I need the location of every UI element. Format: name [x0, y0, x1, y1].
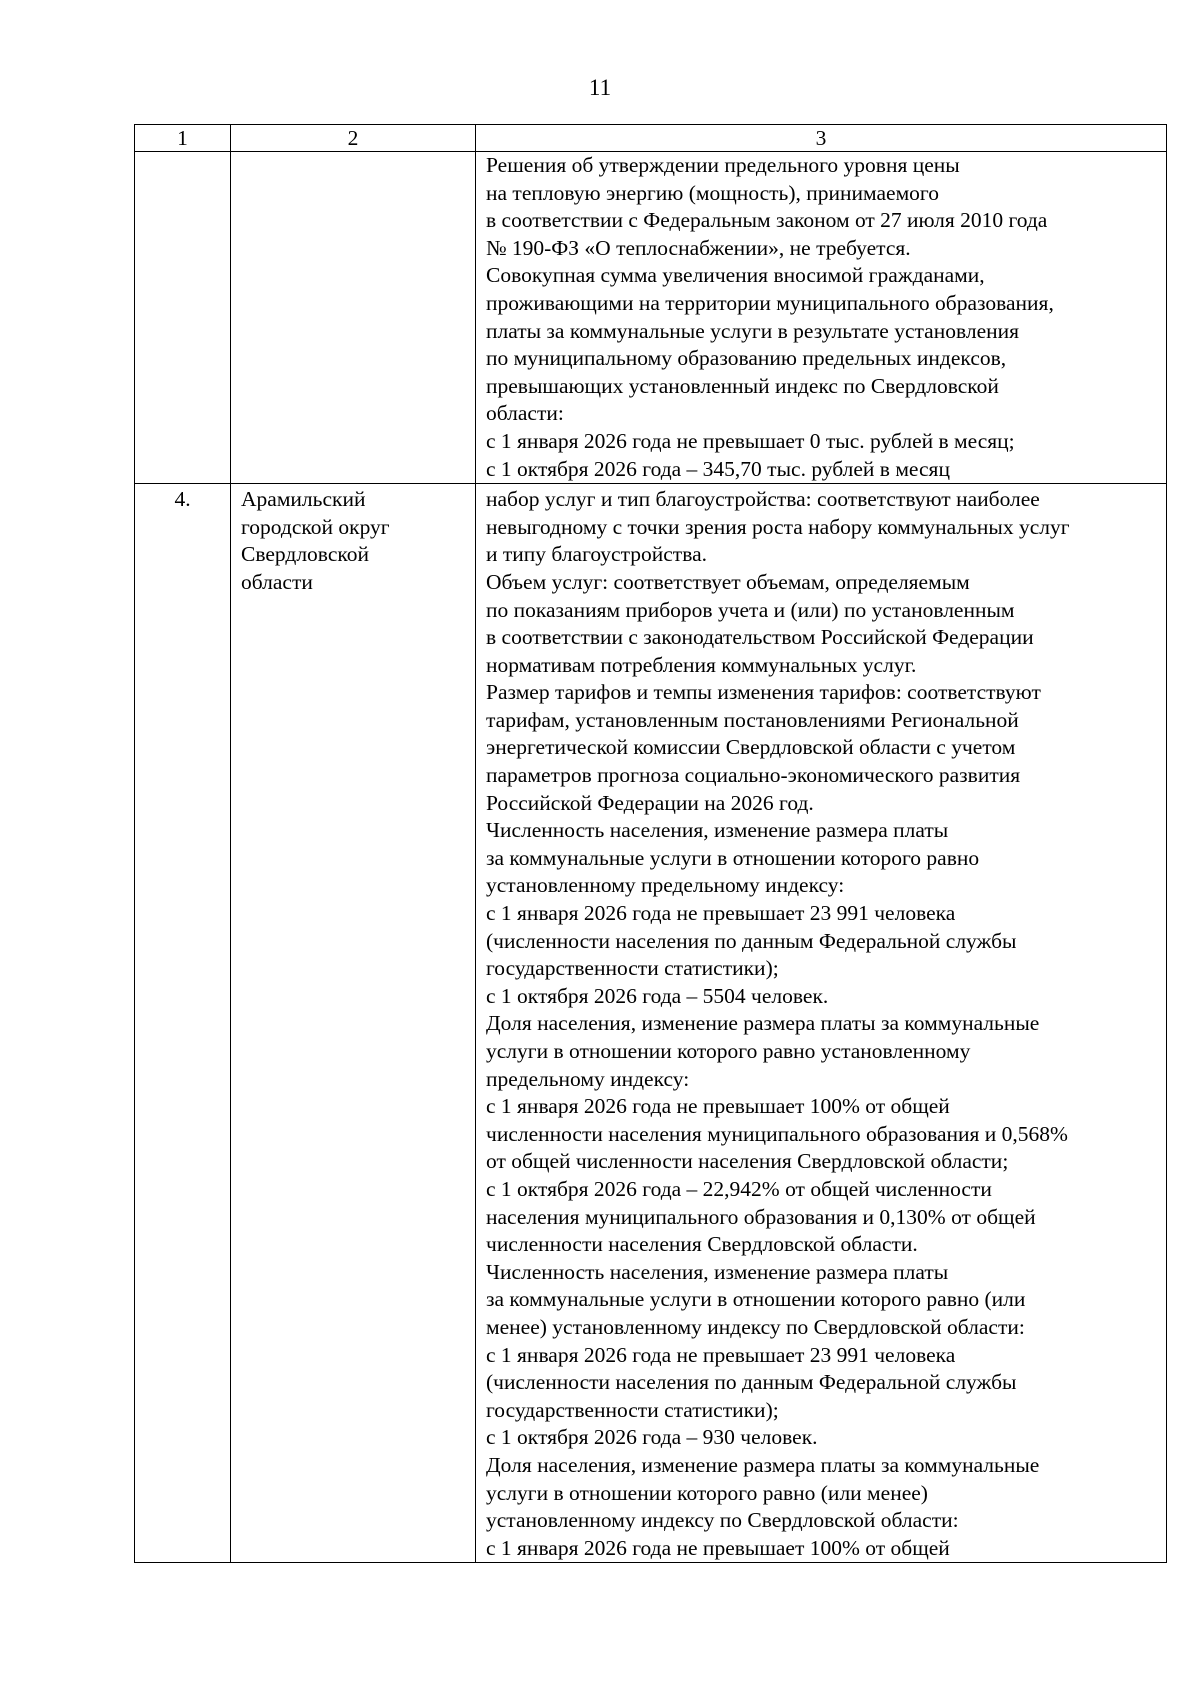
text-line: (численности населения по данным Федеральной службы — [486, 928, 1017, 953]
text-line: области: — [486, 401, 564, 426]
text-line: от общей численности населения Свердловской области; — [486, 1149, 1009, 1174]
text-line: с 1 января 2026 года не превышает 0 тыс. рублей в месяц; — [486, 428, 1015, 453]
text-line: с 1 января 2026 года не превышает 100% от общей — [486, 1094, 950, 1119]
text-line: Совокупная сумма увеличения вносимой гражданами, — [486, 263, 985, 288]
text-line: населения муниципального образования и 0,130% от общей — [486, 1204, 1036, 1229]
text-line: предельному индексу: — [486, 1066, 690, 1091]
text-line: с 1 октября 2026 года – 5504 человек. — [486, 983, 829, 1008]
municipality-cell — [231, 484, 476, 1563]
text-line: Решения об утверждении предельного уровня цены — [486, 153, 960, 177]
text-line: Численность населения, изменение размера платы — [486, 1259, 949, 1284]
municipality-name-line: Свердловской — [241, 542, 369, 567]
text-line: по муниципальному образованию предельных индексов, — [486, 346, 1007, 371]
municipality-name-line: городской округ — [241, 514, 390, 539]
text-line: набор услуг и тип благоустройства: соответствуют наиболее — [486, 487, 1040, 512]
text-line: Объем услуг: соответствует объемам, определяемым — [486, 569, 970, 594]
column-header-1: 1 — [135, 125, 231, 152]
text-line: с 1 октября 2026 года – 345,70 тыс. рублей в месяц — [486, 456, 950, 481]
text-line: в соответствии с законодательством Российской Федерации — [486, 625, 1034, 650]
text-line: Доля населения, изменение размера платы за коммунальные — [486, 1452, 1040, 1477]
text-line: № 190-ФЗ «О теплоснабжении», не требуется. — [486, 235, 911, 260]
text-line: (численности населения по данным Федеральной службы — [486, 1370, 1017, 1395]
text-line: за коммунальные услуги в отношении которого равно (или — [486, 1287, 1026, 1312]
municipality-name-line: Арамильский — [241, 487, 366, 512]
table-row — [135, 484, 1167, 1563]
text-line: нормативам потребления коммунальных услуг. — [486, 652, 917, 677]
text-line: тарифам, установленным постановлениями Региональной — [486, 707, 1019, 732]
text-line: Российской Федерации на 2026 год. — [486, 790, 814, 815]
description-cell — [476, 152, 1167, 484]
text-line: услуги в отношении которого равно (или менее) — [486, 1480, 928, 1505]
table-row — [135, 152, 1167, 484]
text-line: по показаниям приборов учета и (или) по установленным — [486, 597, 1015, 622]
text-line: государственности статистики); — [486, 1397, 779, 1422]
text-line: на тепловую энергию (мощность), принимаемого — [486, 180, 939, 205]
row-number-cell: 4. — [135, 484, 231, 1563]
text-line: с 1 октября 2026 года – 930 человек. — [486, 1425, 818, 1450]
text-line: установленному индексу по Свердловской области: — [486, 1508, 959, 1533]
text-line: в соответствии с Федеральным законом от 27 июля 2010 года — [486, 208, 1048, 233]
description-cell — [476, 484, 1167, 1563]
text-line: численности населения Свердловской области. — [486, 1232, 918, 1257]
text-line: с 1 октября 2026 года – 22,942% от общей численности — [486, 1176, 992, 1201]
text-line: менее) установленному индексу по Свердловской области: — [486, 1314, 1025, 1339]
table-header-row — [135, 125, 1167, 152]
municipality-cell — [231, 152, 476, 484]
text-line: превышающих установленный индекс по Свердловской — [486, 373, 999, 398]
text-line: платы за коммунальные услуги в результате установления — [486, 318, 1020, 343]
text-line: государственности статистики); — [486, 956, 779, 981]
text-line: с 1 января 2026 года не превышает 100% от общей — [486, 1535, 950, 1560]
text-line: за коммунальные услуги в отношении которого равно — [486, 845, 980, 870]
column-header-2: 2 — [231, 125, 476, 152]
text-line: невыгодному с точки зрения роста набору коммунальных услуг — [486, 514, 1070, 539]
text-line: с 1 января 2026 года не превышает 23 991 человека — [486, 901, 956, 926]
text-line: установленному предельному индексу: — [486, 873, 845, 898]
data-table — [134, 124, 1167, 1563]
row-number-cell — [135, 152, 231, 484]
page-number: 11 — [588, 75, 612, 100]
text-line: параметров прогноза социально-экономического развития — [486, 763, 1021, 788]
municipality-name-line: области — [241, 569, 313, 594]
text-line: Доля населения, изменение размера платы за коммунальные — [486, 1011, 1040, 1036]
text-line: с 1 января 2026 года не превышает 23 991 человека — [486, 1342, 956, 1367]
text-line: и типу благоустройства. — [486, 542, 707, 567]
text-line: Размер тарифов и темпы изменения тарифов: соответствуют — [486, 680, 1041, 705]
column-header-3: 3 — [476, 125, 1167, 152]
text-line: Численность населения, изменение размера платы — [486, 818, 949, 843]
text-line: проживающими на территории муниципального образования, — [486, 290, 1054, 315]
text-line: услуги в отношении которого равно установленному — [486, 1039, 971, 1063]
text-line: численности населения муниципального образования и 0,568% — [486, 1121, 1068, 1146]
text-line: энергетической комиссии Свердловской области с учетом — [486, 735, 1016, 760]
